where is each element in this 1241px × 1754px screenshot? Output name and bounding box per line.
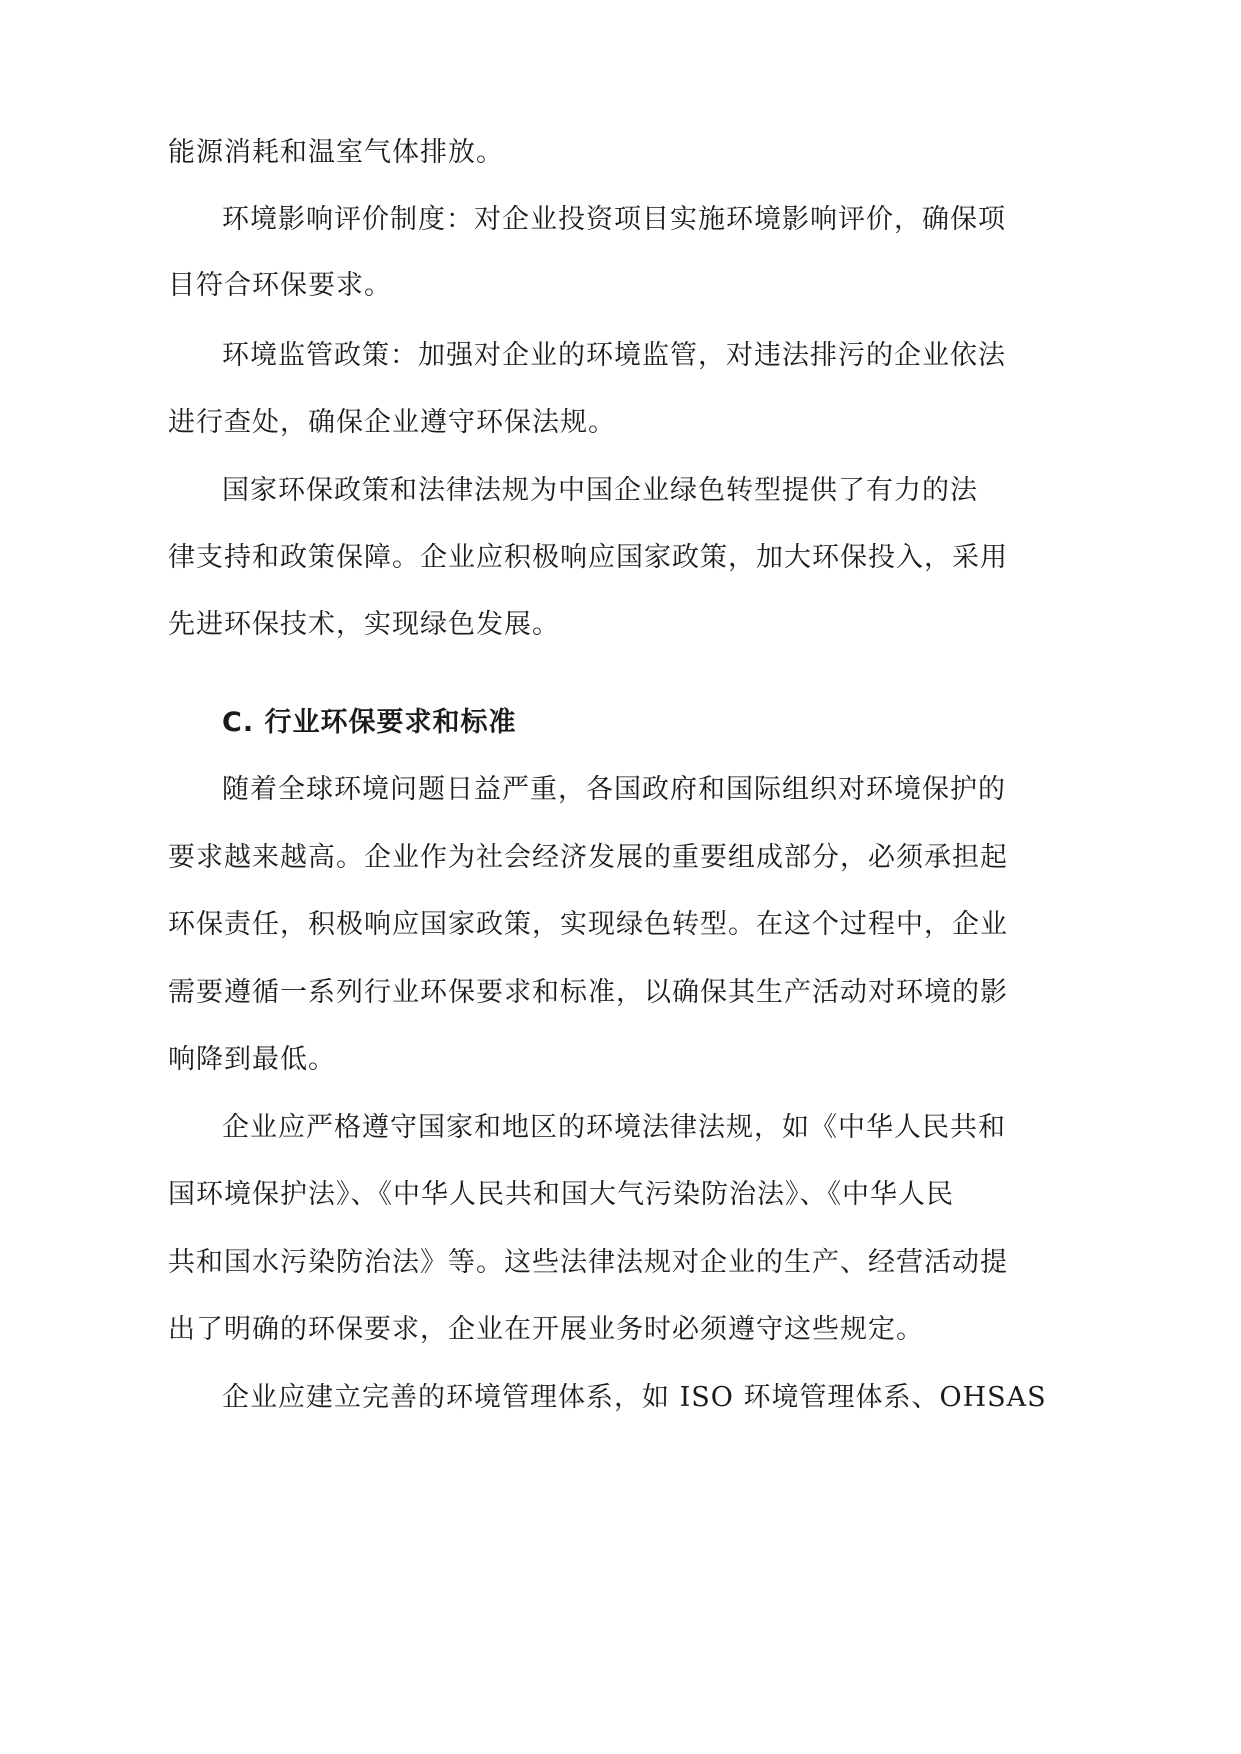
paragraph-line: 目符合环保要求。 bbox=[168, 270, 392, 301]
paragraph-line: 律支持和政策保障。企业应积极响应国家政策，加大环保投入，采用 bbox=[168, 542, 1008, 573]
paragraph-line: 国环境保护法》、《中华人民共和国大气污染防治法》、《中华人民 bbox=[168, 1179, 954, 1210]
paragraph-line: 随着全球环境问题日益严重，各国政府和国际组织对环境保护的 bbox=[222, 774, 1006, 805]
paragraph-line: 先进环保技术，实现绿色发展。 bbox=[168, 609, 560, 640]
paragraph-line: 企业应建立完善的环境管理体系，如 ISO 环境管理体系、OHSAS bbox=[222, 1382, 1047, 1413]
paragraph-line: 需要遵循一系列行业环保要求和标准，以确保其生产活动对环境的影 bbox=[168, 977, 1008, 1008]
paragraph-line: 企业应严格遵守国家和地区的环境法律法规，如《中华人民共和 bbox=[222, 1112, 1006, 1143]
paragraph-line: 能源消耗和温室气体排放。 bbox=[168, 137, 504, 168]
paragraph-line: 国家环保政策和法律法规为中国企业绿色转型提供了有力的法 bbox=[222, 475, 978, 506]
paragraph-line: 进行查处，确保企业遵守环保法规。 bbox=[168, 407, 616, 438]
paragraph-line: 共和国水污染防治法》等。这些法律法规对企业的生产、经营活动提 bbox=[168, 1247, 1008, 1278]
paragraph-line: 环境影响评价制度：对企业投资项目实施环境影响评价，确保项 bbox=[222, 204, 1006, 235]
paragraph-line: 要求越来越高。企业作为社会经济发展的重要组成部分，必须承担起 bbox=[168, 842, 1008, 873]
paragraph-line: 响降到最低。 bbox=[168, 1044, 336, 1075]
paragraph-line: 出了明确的环保要求，企业在开展业务时必须遵守这些规定。 bbox=[168, 1314, 924, 1345]
section-heading: C. 行业环保要求和标准 bbox=[222, 707, 517, 738]
paragraph-line: 环境监管政策：加强对企业的环境监管，对违法排污的企业依法 bbox=[222, 340, 1006, 371]
paragraph-line: 环保责任，积极响应国家政策，实现绿色转型。在这个过程中，企业 bbox=[168, 909, 1008, 940]
